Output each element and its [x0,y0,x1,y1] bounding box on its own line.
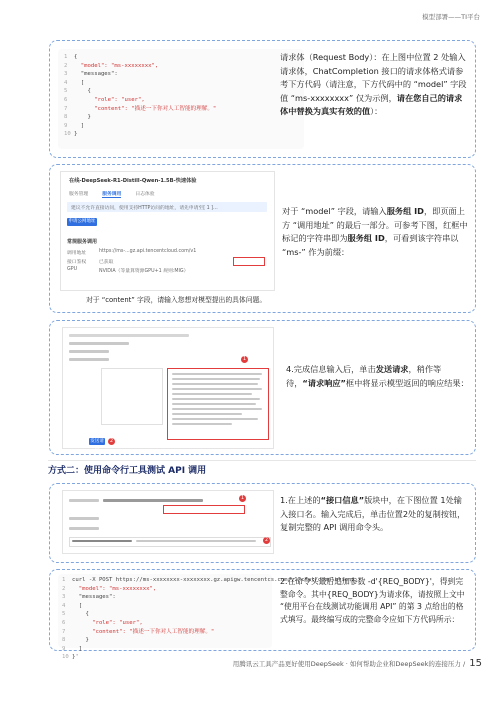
code-line [64,53,298,62]
line-number: 4 [64,79,68,86]
marker-2: 2 [109,439,114,444]
line-number: 5 [62,611,66,618]
line-number: 1 [64,54,68,60]
card2-caption: 对于 “content” 字段，请输入您想对模型提出的具体问题。 [86,296,267,304]
screenshot-service-call [60,171,275,291]
line-number: 2 [62,585,66,592]
code-line [64,113,298,122]
placeholder-bar [69,350,109,353]
code-text: { [74,88,91,95]
section-normal-call: 常规服务调用 [67,239,98,245]
code-text: "role": "user", [74,96,145,103]
code-line [62,610,268,619]
response-line [172,403,256,405]
code-line [64,79,298,88]
response-line [172,388,262,390]
code-line [62,593,268,602]
copy-button-marker[interactable]: 2 [264,538,269,543]
code-text: "content": "描述一下你对人工智能的理解。" [72,628,215,635]
card4-description: 1.在上述的“接口信息”版块中，在下图位置 1处输入接口名。输入完成后，单击位置2处的复制按钮，复制完整的 API 调用命令头。 [280,495,466,532]
line-number: 5 [64,88,68,95]
command-line [136,540,256,542]
response-line [172,383,258,385]
line-number: 6 [62,619,66,626]
card2-description: 对于 “model” 字段，请输入服务组 ID，即页面上方 “调用地址” 的最后一部分。可参考下图，红框中标记的字符串即为服务组 ID，可看到该字符串以 “ms-” 作为前缀： [282,206,468,257]
code-block-request-body [58,49,304,149]
card-model-field [49,164,476,313]
code-line [62,585,268,594]
line-number: 10 [64,131,71,138]
placeholder-bar [69,342,129,345]
code-line [64,105,298,114]
response-line [172,418,258,420]
code-text: "model": "ms-xxxxxxxx", [74,62,159,69]
placeholder-bar [103,499,203,502]
code-line [64,130,298,139]
send-request-button[interactable]: 发送请求 [90,439,104,451]
card1-description: 请求体（Request Body）：在上图中位置 2 处输入请求体，ChatCompletion 接口的请求体格式请参考下方代码（请注意，下方代码中的 “model” 字段值 “ms-xxxxxxxx” 仅为示例，请在您自己的请求体中替换为真实有效的值）： [280,52,467,116]
request-editor[interactable] [101,368,163,425]
marker-1: 1 [240,496,245,501]
line-number: 3 [62,594,66,601]
code-text: ] [72,645,83,652]
code-line [62,636,268,645]
placeholder-bar [69,499,99,502]
line-number: 6 [64,96,68,103]
line-number: 10 [62,654,69,661]
screenshot-send-request [62,327,274,449]
line-number: 1 [62,577,66,583]
placeholder-bar [69,334,189,337]
screenshot-interface-info [62,490,274,554]
code-text: { [74,54,78,60]
code-text: "model": "ms-xxxxxxxx", [72,585,157,592]
code-block-curl [58,574,355,661]
line-number: 8 [62,637,66,644]
line-number: 3 [64,71,68,78]
code-text: { [72,611,89,618]
header-right-text: 模型部署——TI平台 [422,13,480,21]
response-line [172,378,260,380]
line-number: 9 [64,122,68,129]
interface-name-input[interactable] [163,505,245,514]
info-banner: 建议不允许直接访问，使用支持HTTP访问的地址，请先申请至[ 1 ]… [67,202,267,212]
code-line [62,645,268,654]
row-gpu: GPU NVIDIA（等量算资源GPU+1 规则:MIG） [67,267,189,274]
command-field [69,537,271,547]
placeholder-bar [69,517,99,520]
line-number: 9 [62,645,66,652]
code-line [62,602,268,611]
code-text: "content": "描述一下你对人工智能的理解。" [74,105,217,112]
tab-service-manage[interactable]: 服务管理 [69,192,89,197]
card-full-command [49,569,476,661]
line-number: 8 [64,114,68,121]
apply-public-address-button[interactable]: 申请公网地址 [68,219,96,224]
card-interface-info [49,483,476,563]
code-text: }' [72,654,79,661]
code-line [62,619,268,628]
code-text: "messages": [72,594,116,601]
divider [48,460,476,461]
placeholder-bar [69,358,109,361]
code-line [62,576,355,585]
response-line [172,373,262,375]
code-text: } [74,114,91,121]
shot-tabs [69,190,155,198]
highlight-ms-id [233,257,265,266]
footer: 用腾讯云工具产品更好使用DeepSeek · 如何帮助企业和DeepSeek的连接压力 / 15 [232,658,482,669]
marker-1: 1 [242,357,247,362]
card-send-request [49,320,476,455]
code-line [64,87,298,96]
code-text: curl -X POST https://ms-xxxxxxxx-xxxxxxxx.gz.apigw.tencentcs.com/v1/chat/completions [72,577,355,583]
code-line [64,70,298,79]
code-text: [ [72,602,83,609]
code-text: "messages": [74,71,118,78]
line-number: 7 [62,628,66,635]
section-title-method-two: 方式二：使用命令行工具测试 API 调用 [48,466,207,476]
response-line [172,398,260,400]
code-text: [ [74,79,85,86]
row-address: 调用地址 https://ms-...gz.api.tencentcloud.com/v1 [67,249,197,256]
response-line [172,408,262,410]
page-number: 15 [469,658,482,669]
code-text: ] [74,122,85,129]
line-number: 7 [64,105,68,112]
shot-title: 在线-DeepSeek-R1-Distill-Qwen-1.5B-快速体验 [69,178,197,184]
row-auth: 接口鉴权 已获取 [67,260,114,265]
tab-service-call[interactable]: 服务调用 [102,192,122,197]
tab-log[interactable]: 日志体验 [135,192,155,197]
command-line [72,540,132,542]
code-line [64,96,298,105]
footer-text: 用腾讯云工具产品更好使用DeepSeek · 如何帮助企业和DeepSeek的连接压力 [232,660,461,668]
line-number: 2 [64,62,68,69]
response-box [167,368,269,440]
response-line [172,393,252,395]
response-line [172,413,242,415]
placeholder-bar [69,527,99,530]
card3-description: 4.完成信息输入后，单击发送请求，稍作等待，“请求响应”框中将显示模型返回的响应结果： [286,364,469,388]
code-text: "role": "user", [72,619,143,626]
code-line [62,628,268,637]
code-line [64,122,298,131]
card-request-body [49,40,476,158]
code-line [64,62,298,71]
response-line [172,423,232,425]
code-text: } [72,637,89,644]
line-number: 4 [62,602,66,609]
card5-description: 2.在命令头最后追加参数 -d'{REQ_BODY}'，得到完整命令。其中{REQ_BODY}为请求体，请按照上文中 “使用平台在线测试功能调用 API” 的第 3 点给出的格式填写。最终编写成的完整命令应如下方代码所示： [280,577,465,624]
code-text: } [74,131,78,138]
